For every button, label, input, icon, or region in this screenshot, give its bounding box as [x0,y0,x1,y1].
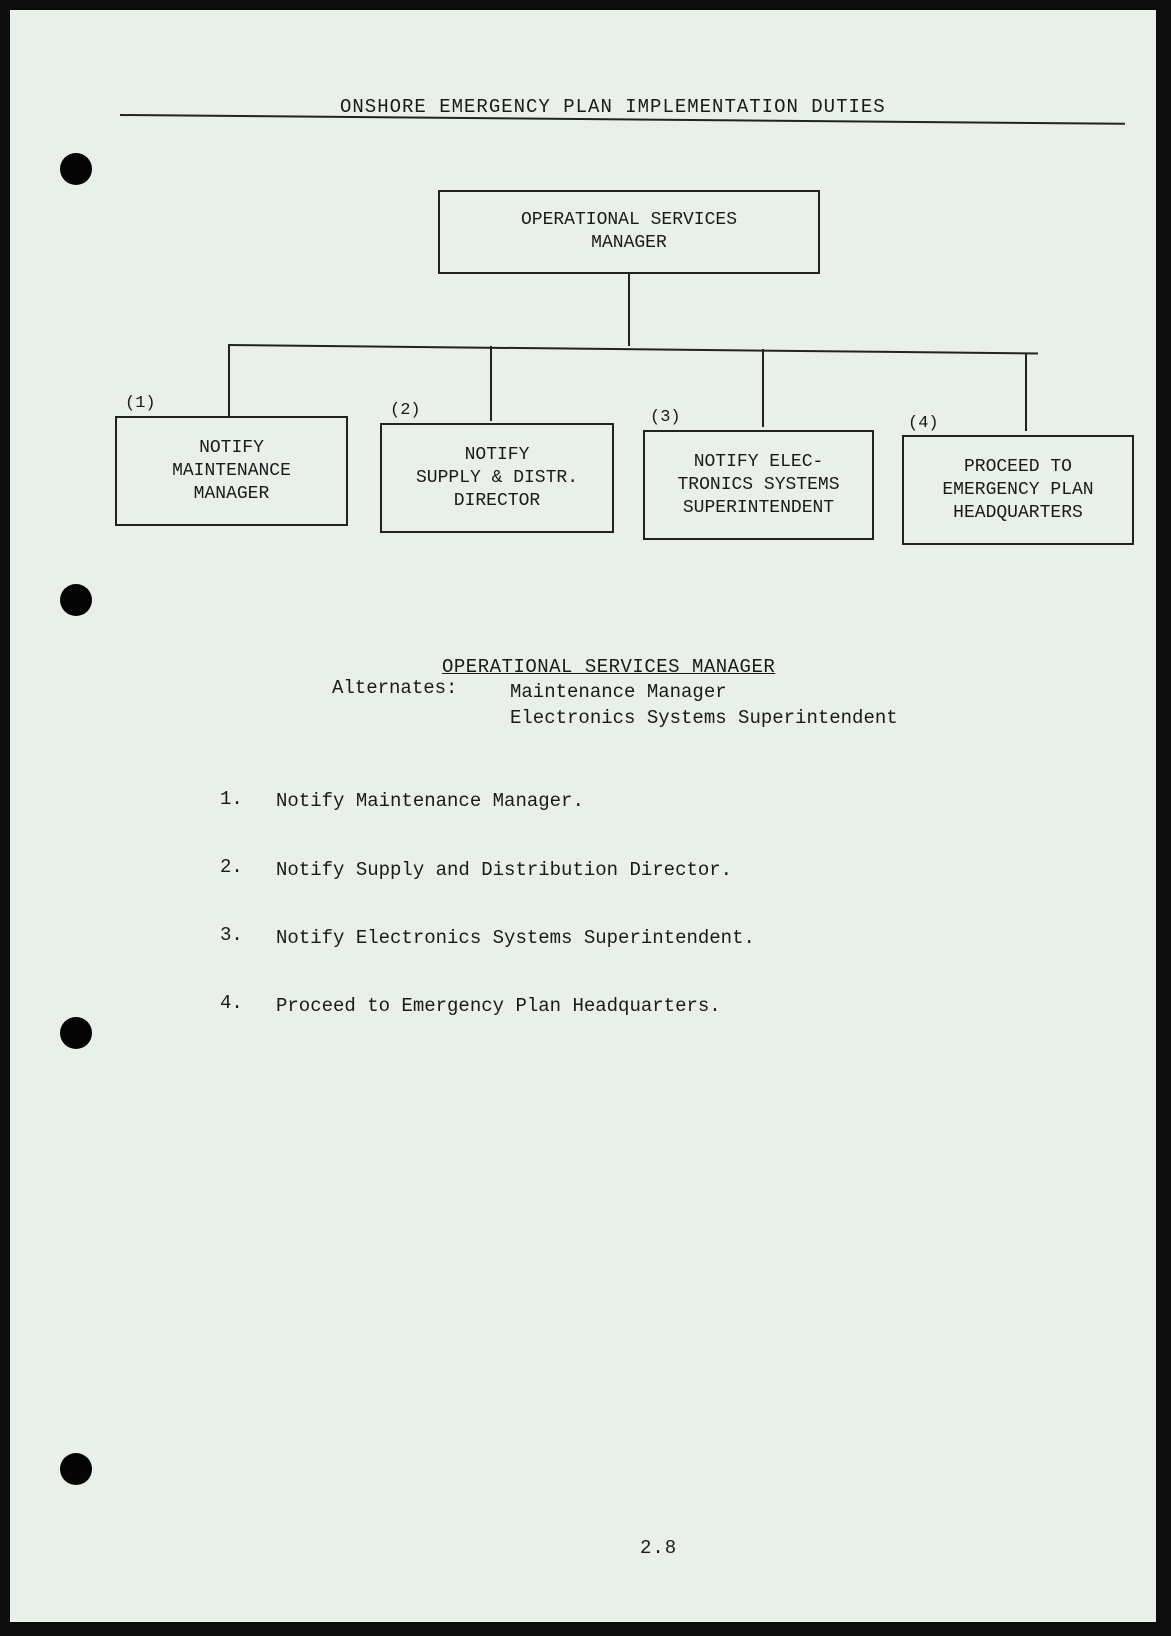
duty-number: 4. [220,992,243,1014]
page-number: 2.8 [640,1537,678,1559]
org-box-number: (1) [125,394,156,413]
alternates-label: Alternates: [332,677,458,699]
org-box-top-label: OPERATIONAL SERVICES MANAGER [520,210,738,253]
duty-text: Notify Supply and Distribution Director. [276,859,733,881]
duty-text: Notify Maintenance Manager. [276,790,584,812]
org-box-top [438,190,820,274]
connector-line [228,344,1038,354]
org-box-headquarters [902,435,1134,545]
binder-hole [60,584,92,616]
org-box-number: (2) [390,401,421,420]
org-box-supply [380,423,614,533]
duty-number: 2. [220,856,243,878]
alternate-item: Maintenance Manager [510,681,727,703]
org-box-label: NOTIFY ELEC- TRONICS SYSTEMS SUPERINTENDENT [677,451,840,518]
org-box-label: PROCEED TO EMERGENCY PLAN HEADQUARTERS [942,456,1094,523]
connector-line [228,344,230,416]
connector-line [490,346,492,421]
duty-text: Notify Electronics Systems Superintendent. [276,927,755,949]
page-title: ONSHORE EMERGENCY PLAN IMPLEMENTATION DUTIES [340,96,886,118]
alternate-item: Electronics Systems Superintendent [510,707,898,729]
binder-hole [60,1017,92,1049]
duty-text: Proceed to Emergency Plan Headquarters. [276,995,721,1017]
org-box-electronics [643,430,874,540]
section-title: OPERATIONAL SERVICES MANAGER [442,656,776,678]
document-page [10,10,1156,1622]
org-box-number: (4) [908,414,939,433]
org-box-number: (3) [650,408,681,427]
binder-hole [60,1453,92,1485]
org-box-label: NOTIFY MAINTENANCE MANAGER [172,437,291,504]
duty-number: 3. [220,924,243,946]
binder-hole [60,153,92,185]
org-box-label: NOTIFY SUPPLY & DISTR. DIRECTOR [415,444,579,511]
connector-line [1025,353,1027,431]
connector-line [628,274,630,346]
connector-line [762,349,764,427]
org-box-maintenance [115,416,348,526]
duty-number: 1. [220,788,243,810]
